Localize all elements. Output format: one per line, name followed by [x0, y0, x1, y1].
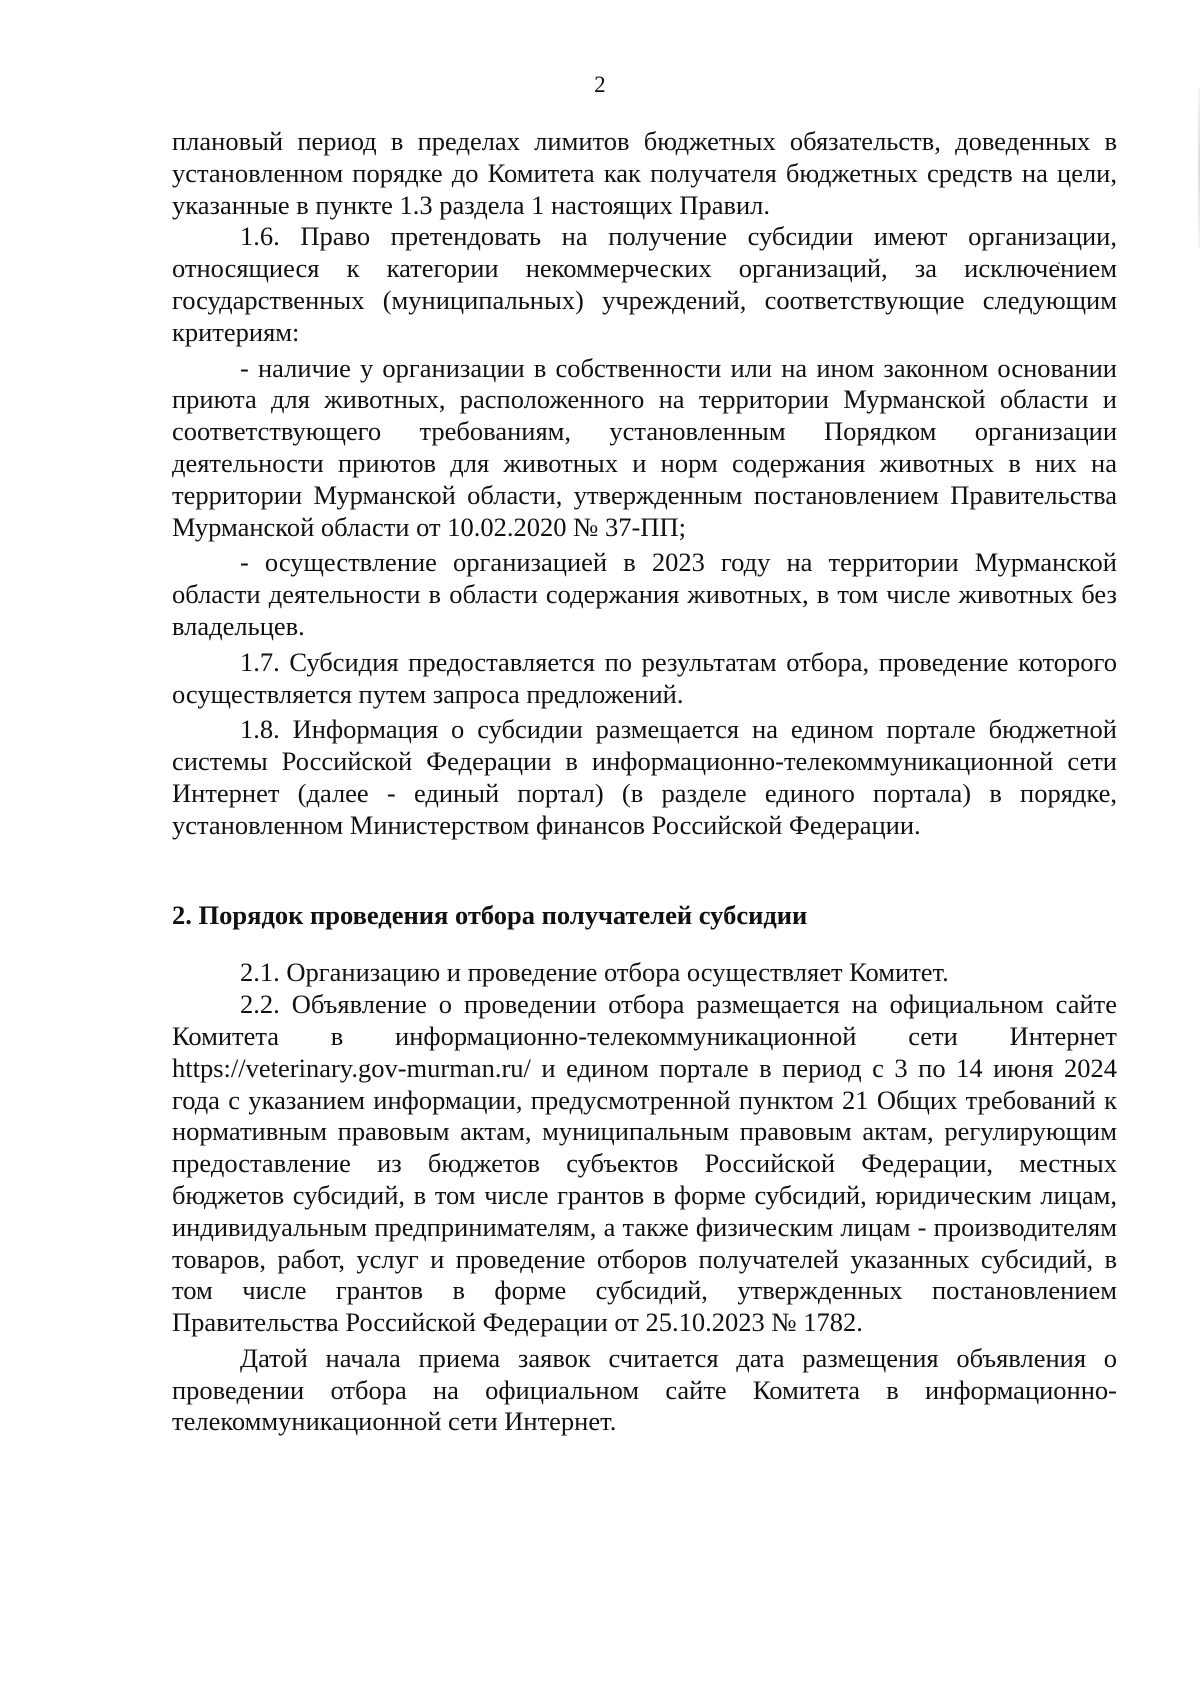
paragraph-1-8: 1.8. Информация о субсидии размещается на едином портале бюджетной системы Российской Федерации в информационно-телекоммуникационной сети Интернет (далее - единый портал) (в разделе единого портала) в порядке, установленном Министерством финансов Российской Федерации. — [172, 714, 1117, 840]
paragraph-2-1: 2.1. Организацию и проведение отбора осуществляет Комитет. — [240, 957, 949, 988]
paragraph-intro: плановый период в пределах лимитов бюджетных обязательств, доведенных в установленном порядке до Комитета как получателя бюджетных средств на цели, указанные в пункте 1.3 раздела 1 настоящих Правил. — [172, 126, 1117, 220]
paragraph-start-date: Датой начала приема заявок считается дата размещения объявления о проведении отбора на официальном сайте Комитета в информационно-телекоммуникационной сети Интернет. — [172, 1342, 1117, 1437]
paragraph-1-7: 1.7. Субсидия предоставляется по результатам отбора, проведение которого осуществляется путем запроса предложений. — [172, 646, 1117, 709]
paragraph-1-6: 1.6. Право претендовать на получение субсидии имеют организации, относящиеся к категории некоммерческих организаций, за исключением государственных (муниципальных) учреждений, соответствующие следующим критериям: — [172, 221, 1117, 347]
paragraph-1-6-criterion-2: - осуществление организацией в 2023 году на территории Мурманской области деятельности в области содержания животных, в том числе животных без владельцев. — [172, 547, 1117, 641]
section-2-heading: 2. Порядок проведения отбора получателей субсидии — [172, 899, 808, 930]
paragraph-1-6-criterion-1: - наличие у организации в собственности или на ином законном основании приюта для животных, расположенного на территории Мурманской области и соответствующего требованиям, установленным Порядком организации деятельности приютов для животных и норм содержания животных в них на территории Мурманской области, утвержденным постановлением Правительства Мурманской области от 10.02.2020 № 37-ПП; — [172, 352, 1117, 542]
document-body — [172, 126, 1117, 1438]
paragraph-2-2: 2.2. Объявление о проведении отбора размещается на официальном сайте Комитета в информационно-телекоммуникационной сети Интернет https://veterinary.gov-murman.ru/ и едином портале в период с 3 по 14 июня 2024 года с указанием информации, предусмотренной пунктом 21 Общих требований к нормативным правовым актам, муниципальным правовым актам, регулирующим предоставление из бюджетов субъектов Российской Федерации, местных бюджетов субсидий, в том числе грантов в форме субсидий, юридическим лицам, индивидуальным предпринимателям, а также физическим лицам - производителям товаров, работ, услуг и проведение отборов получателей указанных субсидий, в том числе грантов в форме субсидий, утвержденных постановлением Правительства Российской Федерации от 25.10.2023 № 1782. — [172, 989, 1117, 1338]
page-number: 2 — [594, 72, 606, 97]
